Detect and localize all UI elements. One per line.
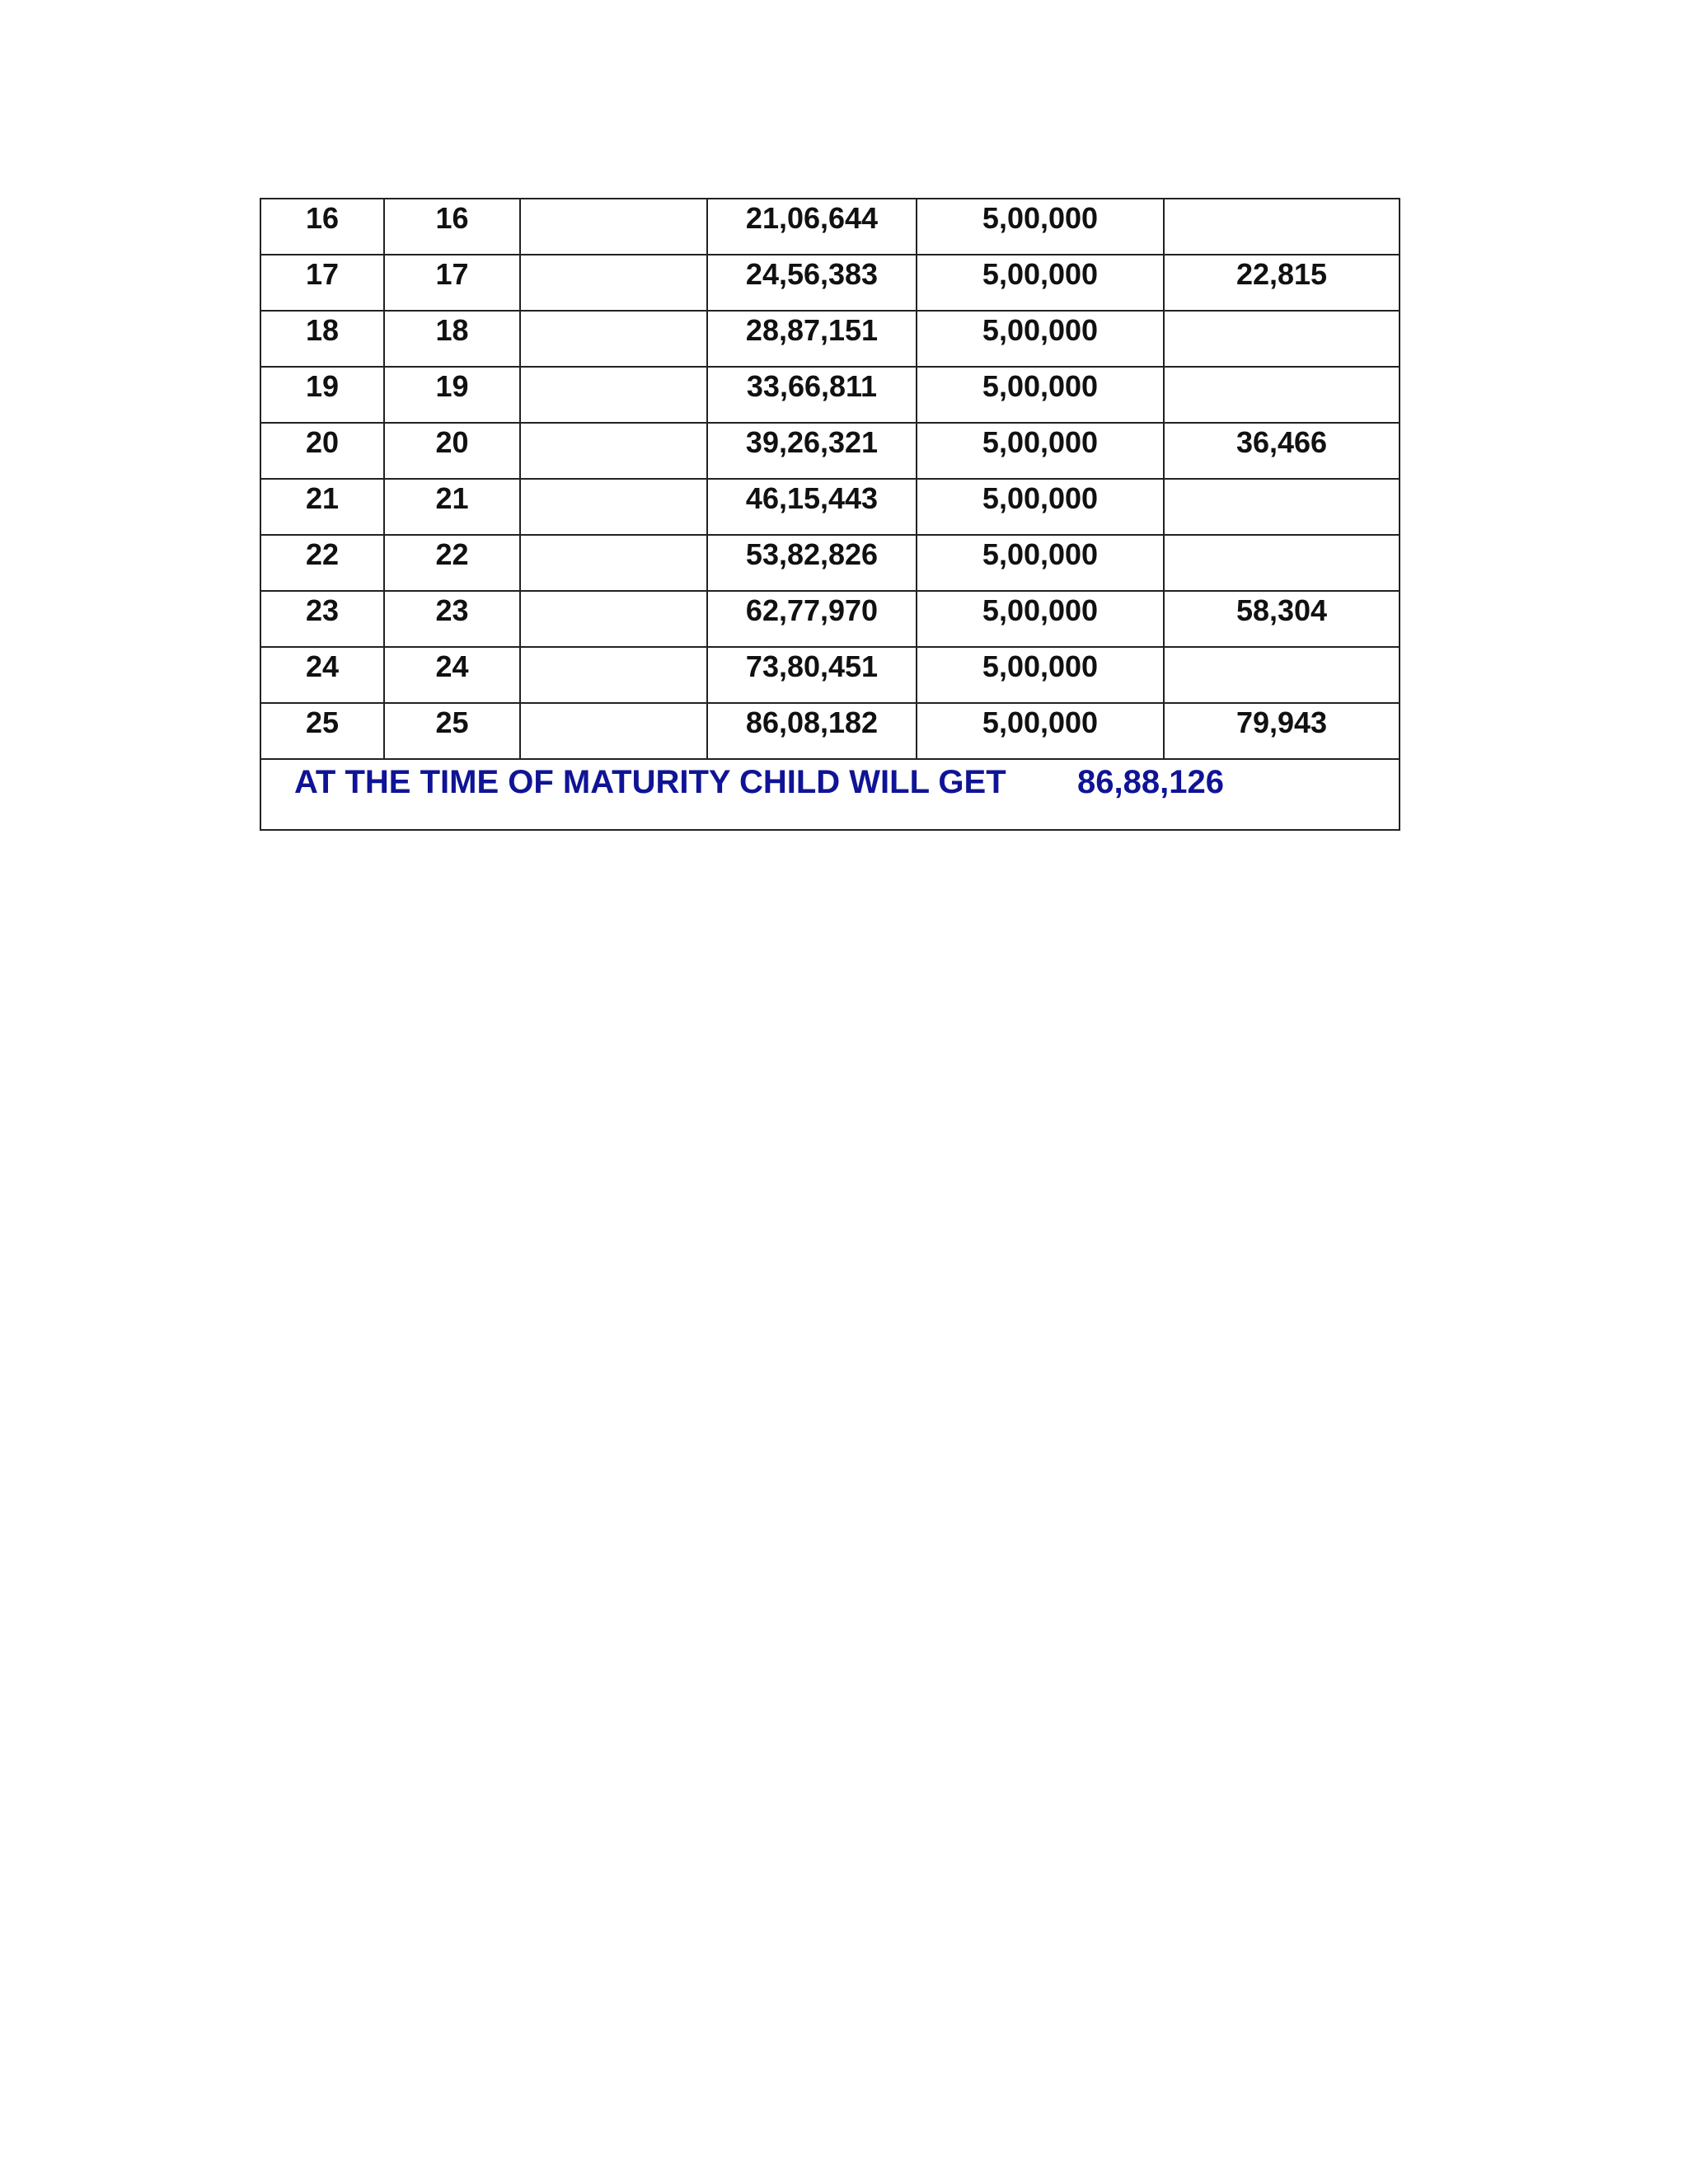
table-cell-c6 bbox=[1164, 367, 1400, 423]
table-cell-c4: 73,80,451 bbox=[707, 647, 917, 703]
table-cell-c2: 22 bbox=[384, 535, 520, 591]
table-cell-c4: 53,82,826 bbox=[707, 535, 917, 591]
table-cell-c1: 20 bbox=[260, 423, 384, 479]
table-cell-c2: 23 bbox=[384, 591, 520, 647]
table-cell-c5: 5,00,000 bbox=[917, 255, 1164, 311]
table-cell-c6 bbox=[1164, 647, 1400, 703]
table-cell-c2: 21 bbox=[384, 479, 520, 535]
table-cell-c5: 5,00,000 bbox=[917, 479, 1164, 535]
table-cell-c2: 17 bbox=[384, 255, 520, 311]
table-cell-c3 bbox=[520, 591, 707, 647]
table-cell-c5: 5,00,000 bbox=[917, 703, 1164, 759]
table-cell-c1: 17 bbox=[260, 255, 384, 311]
table-cell-c3 bbox=[520, 311, 707, 367]
table-cell-c1: 21 bbox=[260, 479, 384, 535]
table-cell-c1: 22 bbox=[260, 535, 384, 591]
table-cell-c4: 62,77,970 bbox=[707, 591, 917, 647]
table-cell-c1: 18 bbox=[260, 311, 384, 367]
table-cell-c4: 28,87,151 bbox=[707, 311, 917, 367]
table-cell-c4: 46,15,443 bbox=[707, 479, 917, 535]
table-cell-c2: 25 bbox=[384, 703, 520, 759]
table-row bbox=[260, 255, 1400, 311]
table-cell-c2: 24 bbox=[384, 647, 520, 703]
table-cell-c6: 36,466 bbox=[1164, 423, 1400, 479]
table-cell-c5: 5,00,000 bbox=[917, 367, 1164, 423]
summary-cell bbox=[260, 759, 1400, 830]
table-cell-c4: 39,26,321 bbox=[707, 423, 917, 479]
table-cell-c4: 33,66,811 bbox=[707, 367, 917, 423]
table-row bbox=[260, 311, 1400, 367]
table-cell-c3 bbox=[520, 367, 707, 423]
table-cell-c6 bbox=[1164, 311, 1400, 367]
table-row bbox=[260, 591, 1400, 647]
table-cell-c3 bbox=[520, 647, 707, 703]
table-cell-c3 bbox=[520, 255, 707, 311]
table-cell-c2: 16 bbox=[384, 199, 520, 255]
table-row bbox=[260, 367, 1400, 423]
table-cell-c6: 79,943 bbox=[1164, 703, 1400, 759]
table-body bbox=[260, 199, 1400, 759]
table-cell-c2: 20 bbox=[384, 423, 520, 479]
table-cell-c2: 19 bbox=[384, 367, 520, 423]
table-cell-c6 bbox=[1164, 479, 1400, 535]
table-row bbox=[260, 647, 1400, 703]
summary-row bbox=[260, 759, 1400, 830]
table-cell-c3 bbox=[520, 479, 707, 535]
table-cell-c1: 23 bbox=[260, 591, 384, 647]
table-cell-c3 bbox=[520, 199, 707, 255]
table-row bbox=[260, 535, 1400, 591]
table-cell-c6: 22,815 bbox=[1164, 255, 1400, 311]
table-row bbox=[260, 703, 1400, 759]
table-cell-c3 bbox=[520, 703, 707, 759]
table-cell-c5: 5,00,000 bbox=[917, 311, 1164, 367]
table-cell-c6: 58,304 bbox=[1164, 591, 1400, 647]
summary-value: 86,88,126 bbox=[1077, 764, 1224, 800]
table-cell-c4: 21,06,644 bbox=[707, 199, 917, 255]
table-cell-c5: 5,00,000 bbox=[917, 423, 1164, 479]
table-cell-c5: 5,00,000 bbox=[917, 591, 1164, 647]
table-cell-c6 bbox=[1164, 535, 1400, 591]
table-cell-c5: 5,00,000 bbox=[917, 647, 1164, 703]
table-row bbox=[260, 199, 1400, 255]
table-cell-c2: 18 bbox=[384, 311, 520, 367]
table-cell-c3 bbox=[520, 423, 707, 479]
table-cell-c4: 24,56,383 bbox=[707, 255, 917, 311]
table-cell-c3 bbox=[520, 535, 707, 591]
table-row bbox=[260, 423, 1400, 479]
summary-label: AT THE TIME OF MATURITY CHILD WILL GET bbox=[294, 764, 1006, 800]
table-cell-c1: 25 bbox=[260, 703, 384, 759]
table-cell-c1: 24 bbox=[260, 647, 384, 703]
table-cell-c1: 19 bbox=[260, 367, 384, 423]
table-cell-c6 bbox=[1164, 199, 1400, 255]
maturity-table bbox=[260, 198, 1400, 831]
table-cell-c5: 5,00,000 bbox=[917, 535, 1164, 591]
table-row bbox=[260, 479, 1400, 535]
table-cell-c4: 86,08,182 bbox=[707, 703, 917, 759]
table-cell-c1: 16 bbox=[260, 199, 384, 255]
table-cell-c5: 5,00,000 bbox=[917, 199, 1164, 255]
